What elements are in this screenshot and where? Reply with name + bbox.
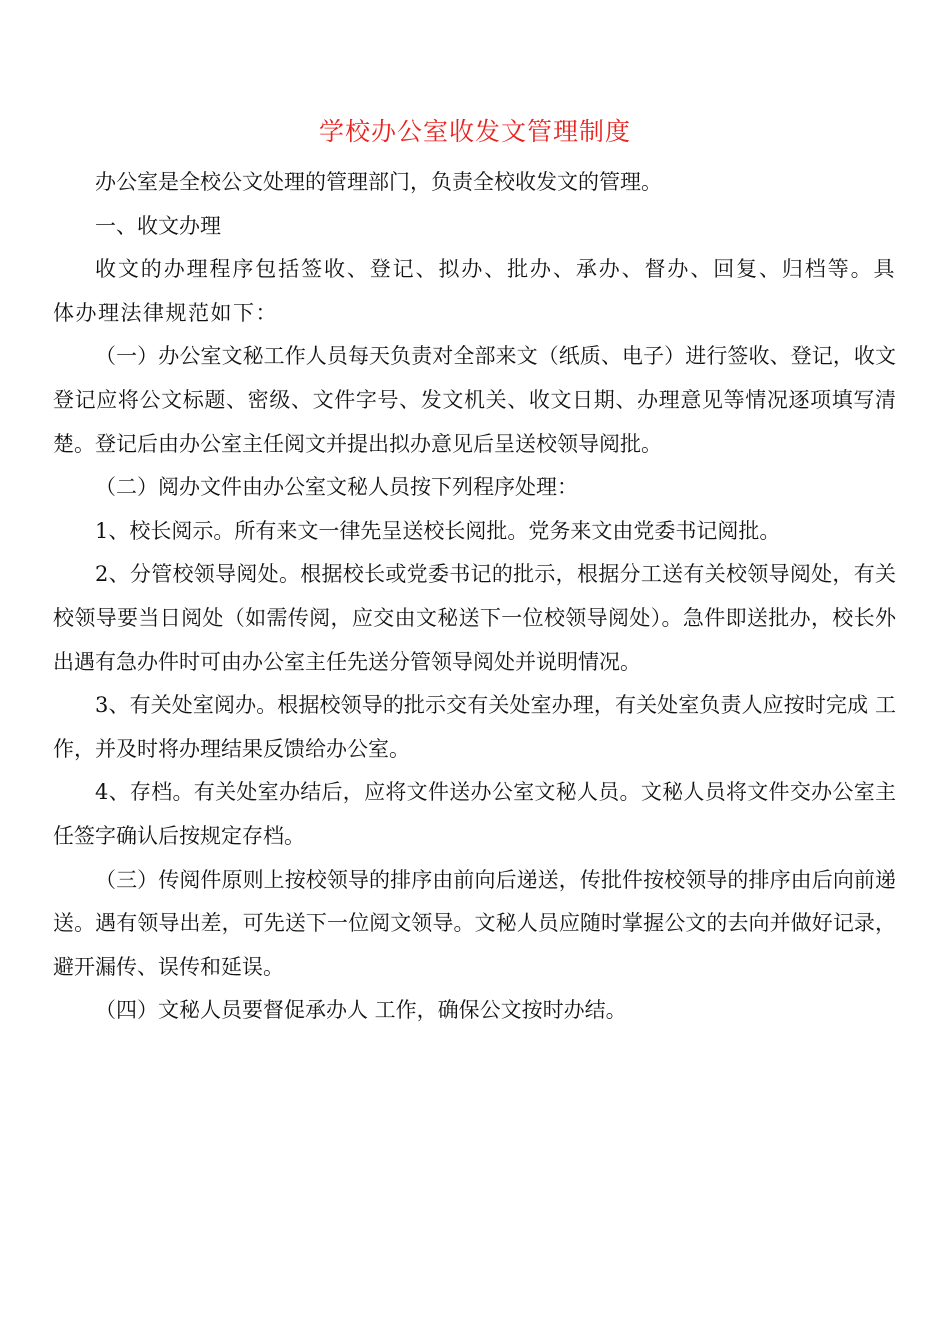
document-body: [53, 161, 896, 1033]
paragraph-item-4: （四）文秘人员要督促承办人 工作，确保公文按时办结。: [95, 998, 627, 1023]
paragraph-item-2: （二）阅办文件由办公室文秘人员按下列程序处理：: [95, 475, 578, 500]
paragraph-step-1: 1、校长阅示。所有来文一律先呈送校长阅批。党务来文由党委书记阅批。: [95, 518, 781, 543]
section-heading-receiving: 一、收文办理: [95, 213, 221, 238]
paragraph-item-3: （三）传阅件原则上按校领导的排序由前向后递送，传批件按校领导的排序由后向前递送。遇有领导出差，可先送下一位阅文领导。文秘人员应随时掌握公文的去向并做好记录，避开漏传、误传和延误。: [53, 867, 896, 979]
paragraph-step-4: 4、存档。有关处室办结后，应将文件送办公室文秘人员。文秘人员将文件交办公室主任签字确认后按规定存档。: [53, 780, 896, 848]
paragraph-procedure: 收文的办理程序包括签收、登记、拟办、批办、承办、督办、回复、归档等。具体办理法律规范如下：: [53, 257, 896, 325]
paragraph-intro: 办公室是全校公文处理的管理部门，负责全校收发文的管理。: [95, 170, 662, 194]
paragraph-step-3: 3、有关处室阅办。根据校领导的批示交有关处室办理，有关处室负责人应按时完成 工作，并及时将办理结果反馈给办公室。: [53, 693, 896, 761]
paragraph-item-1: （一）办公室文秘工作人员每天负责对全部来文（纸质、电子）进行签收、登记，收文登记应将公文标题、密级、文件字号、发文机关、收文日期、办理意见等情况逐项填写清楚。登记后由办公室主任阅文并提出拟办意见后呈送校领导阅批。: [53, 344, 896, 456]
document-title: 学校办公室收发文管理制度: [318, 117, 631, 146]
paragraph-step-2: 2、分管校领导阅处。根据校长或党委书记的批示，根据分工送有关校领导阅处，有关校领导要当日阅处（如需传阅，应交由文秘送下一位校领导阅处）。急件即送批办，校长外出遇有急办件时可由办公室主任先送分管领导阅处并说明情况。: [53, 562, 896, 674]
